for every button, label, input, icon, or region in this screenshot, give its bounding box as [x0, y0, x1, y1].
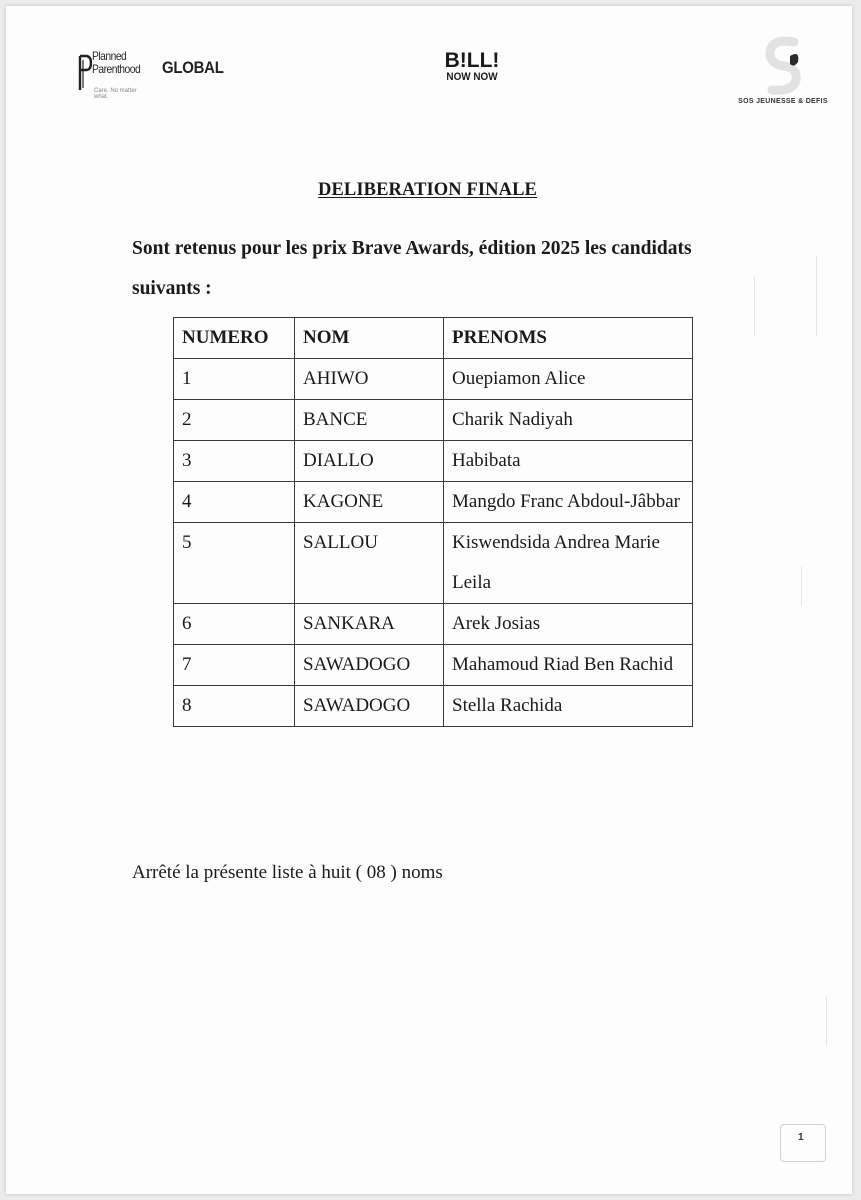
pp-line-2: Parenthood [92, 62, 141, 76]
planned-parenthood-wordmark [92, 50, 140, 76]
cell-nom: AHIWO [295, 359, 444, 400]
cell-prenoms: Kiswendsida Andrea Marie Leila [444, 523, 693, 604]
cell-numero: 5 [174, 523, 295, 604]
planned-parenthood-tagline: Care. No matter what. [94, 88, 137, 100]
table-row [174, 686, 693, 727]
table-row [174, 604, 693, 645]
bill-logo-bottom: NOW NOW [446, 71, 498, 83]
sos-jeunesse-logo [737, 36, 829, 105]
cell-numero: 2 [174, 400, 295, 441]
intro-text: Sont retenus pour les prix Brave Awards, édition 2025 les candidats suivants : [132, 238, 692, 299]
header-numero: NUMERO [174, 318, 295, 359]
planned-parenthood-p-icon [78, 52, 92, 92]
cell-prenoms: Stella Rachida [444, 686, 693, 727]
page-number-box [780, 1124, 826, 1162]
planned-parenthood-logo [78, 50, 144, 100]
table-row [174, 441, 693, 482]
table-row [174, 523, 693, 604]
cell-nom: SALLOU [295, 523, 444, 604]
cell-numero: 4 [174, 482, 295, 523]
cell-nom: SAWADOGO [295, 645, 444, 686]
document-title: DELIBERATION FINALE [318, 180, 537, 200]
sos-s-swirl-icon [760, 36, 806, 96]
bill-logo-top: B!LL! [444, 49, 500, 72]
scan-streak [826, 996, 827, 1046]
cell-prenoms: Mangdo Franc Abdoul-Jâbbar [444, 482, 693, 523]
table-row [174, 645, 693, 686]
cell-prenoms: Charik Nadiyah [444, 400, 693, 441]
candidates-table [173, 317, 693, 727]
cell-numero: 3 [174, 441, 295, 482]
table-row [174, 400, 693, 441]
bill-now-now-logo [432, 51, 512, 83]
table-row [174, 359, 693, 400]
cell-numero: 8 [174, 686, 295, 727]
scan-streak [816, 256, 817, 336]
cell-numero: 7 [174, 645, 295, 686]
document-page [6, 6, 852, 1194]
cell-nom: KAGONE [295, 482, 444, 523]
cell-nom: SAWADOGO [295, 686, 444, 727]
closing-statement: Arrêté la présente liste à huit ( 08 ) noms [132, 862, 443, 883]
cell-prenoms: Mahamoud Riad Ben Rachid [444, 645, 693, 686]
table-row [174, 482, 693, 523]
scan-streak [754, 276, 755, 336]
global-wordmark: GLOBAL [162, 58, 224, 77]
scan-streak [801, 566, 802, 606]
cell-numero: 1 [174, 359, 295, 400]
cell-nom: DIALLO [295, 441, 444, 482]
page-number: 1 [798, 1132, 804, 1143]
cell-prenoms: Ouepiamon Alice [444, 359, 693, 400]
table-header-row [174, 318, 693, 359]
sos-logo-text: SOS JEUNESSE & DEFIS [738, 98, 828, 105]
pp-line-1: Planned [92, 49, 127, 63]
header-nom: NOM [295, 318, 444, 359]
cell-numero: 6 [174, 604, 295, 645]
cell-prenoms: Arek Josias [444, 604, 693, 645]
header-prenoms: PRENOMS [444, 318, 693, 359]
cell-nom: SANKARA [295, 604, 444, 645]
cell-prenoms: Habibata [444, 441, 693, 482]
cell-nom: BANCE [295, 400, 444, 441]
